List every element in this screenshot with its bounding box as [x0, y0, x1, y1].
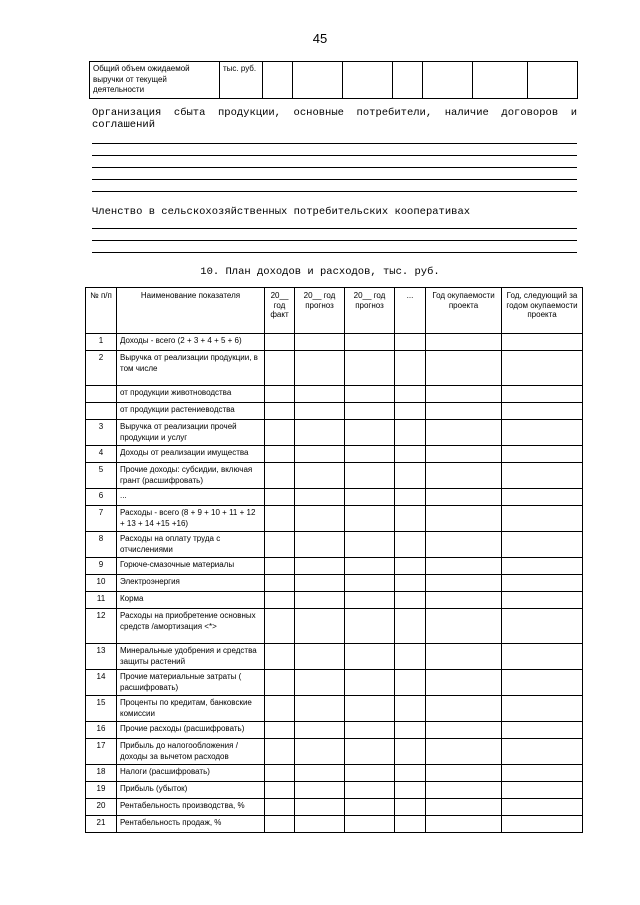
- value-cell: [295, 334, 345, 351]
- value-cell: [345, 670, 395, 696]
- value-cell: [345, 558, 395, 575]
- value-cell: [295, 463, 345, 489]
- value-cell: [426, 558, 502, 575]
- row-number: [86, 403, 117, 420]
- value-cell: [395, 739, 426, 765]
- value-cell: [426, 506, 502, 532]
- header-cell: № п/п: [86, 288, 117, 334]
- table-row: [86, 816, 583, 833]
- row-number: 5: [86, 463, 117, 489]
- value-cell: [395, 334, 426, 351]
- value-cell: [426, 463, 502, 489]
- row-number: 11: [86, 592, 117, 609]
- fill-line: [92, 240, 577, 241]
- value-cell: [395, 351, 426, 386]
- indicator-name: Выручка от реализации продукции, в том числе: [117, 351, 265, 386]
- table-row: [90, 62, 578, 99]
- indicator-name: Доходы - всего (2 + 3 + 4 + 5 + 6): [117, 334, 265, 351]
- value-cell: [295, 722, 345, 739]
- value-cell: [502, 463, 583, 489]
- value-cell: [265, 489, 295, 506]
- table-row: [86, 696, 583, 722]
- value-cell: [345, 575, 395, 592]
- value-cell: [265, 670, 295, 696]
- value-cell: [502, 670, 583, 696]
- table-row: [86, 609, 583, 644]
- value-cell: [426, 351, 502, 386]
- table-row: [86, 403, 583, 420]
- table-row: [86, 334, 583, 351]
- empty-cell: [528, 62, 578, 99]
- row-number: 15: [86, 696, 117, 722]
- row-number: 4: [86, 446, 117, 463]
- value-cell: [502, 575, 583, 592]
- value-cell: [265, 644, 295, 670]
- value-cell: [395, 592, 426, 609]
- value-cell: [426, 670, 502, 696]
- row-number: 8: [86, 532, 117, 558]
- value-cell: [426, 722, 502, 739]
- value-cell: [395, 506, 426, 532]
- value-cell: [426, 403, 502, 420]
- header-cell: ...: [395, 288, 426, 334]
- value-cell: [345, 696, 395, 722]
- value-cell: [395, 782, 426, 799]
- fill-line: [92, 179, 577, 180]
- indicator-name: Электроэнергия: [117, 575, 265, 592]
- value-cell: [395, 420, 426, 446]
- table-row: [86, 575, 583, 592]
- header-cell: 20__ год прогноз: [345, 288, 395, 334]
- value-cell: [345, 489, 395, 506]
- indicator-name: ...: [117, 489, 265, 506]
- value-cell: [295, 782, 345, 799]
- value-cell: [345, 799, 395, 816]
- value-cell: [426, 696, 502, 722]
- value-cell: [345, 722, 395, 739]
- value-cell: [426, 592, 502, 609]
- row-number: 3: [86, 420, 117, 446]
- row-number: 14: [86, 670, 117, 696]
- row-number: 6: [86, 489, 117, 506]
- indicator-name: Налоги (расшифровать): [117, 765, 265, 782]
- row-number: 2: [86, 351, 117, 386]
- indicator-name: Проценты по кредитам, банковские комиссии: [117, 696, 265, 722]
- table-row: [86, 644, 583, 670]
- value-cell: [426, 765, 502, 782]
- fill-line: [92, 167, 577, 168]
- empty-cell: [423, 62, 473, 99]
- row-number: 1: [86, 334, 117, 351]
- row-number: 20: [86, 799, 117, 816]
- value-cell: [345, 403, 395, 420]
- value-cell: [426, 420, 502, 446]
- indicator-name: Рентабельность продаж, %: [117, 816, 265, 833]
- indicator-name: Минеральные удобрения и средства защиты растений: [117, 644, 265, 670]
- value-cell: [295, 558, 345, 575]
- indicator-name: Прочие материальные затраты ( расшифровать): [117, 670, 265, 696]
- table-row: [86, 506, 583, 532]
- row-number: 21: [86, 816, 117, 833]
- value-cell: [345, 334, 395, 351]
- value-cell: [265, 532, 295, 558]
- value-cell: [426, 644, 502, 670]
- value-cell: [395, 489, 426, 506]
- value-cell: [265, 739, 295, 765]
- indicator-name: от продукции животноводства: [117, 386, 265, 403]
- value-cell: [265, 446, 295, 463]
- row-number: 19: [86, 782, 117, 799]
- row-number: 7: [86, 506, 117, 532]
- header-cell: 20__ год факт: [265, 288, 295, 334]
- value-cell: [502, 799, 583, 816]
- value-cell: [265, 799, 295, 816]
- value-cell: [295, 799, 345, 816]
- value-cell: [265, 609, 295, 644]
- row-number: 18: [86, 765, 117, 782]
- indicator-name: Выручка от реализации прочей продукции и услуг: [117, 420, 265, 446]
- value-cell: [395, 463, 426, 489]
- value-cell: [345, 592, 395, 609]
- empty-cell: [263, 62, 293, 99]
- value-cell: [395, 403, 426, 420]
- value-cell: [295, 739, 345, 765]
- value-cell: [502, 386, 583, 403]
- value-cell: [502, 782, 583, 799]
- value-cell: [502, 609, 583, 644]
- fill-line: [92, 155, 577, 156]
- value-cell: [426, 386, 502, 403]
- value-cell: [502, 351, 583, 386]
- value-cell: [395, 722, 426, 739]
- value-cell: [345, 739, 395, 765]
- value-cell: [295, 506, 345, 532]
- value-cell: [395, 609, 426, 644]
- fill-line: [92, 228, 577, 229]
- value-cell: [295, 351, 345, 386]
- table-row: [86, 463, 583, 489]
- plan-title: 10. План доходов и расходов, тыс. руб.: [200, 266, 440, 278]
- value-cell: [345, 816, 395, 833]
- value-cell: [265, 334, 295, 351]
- value-cell: [345, 532, 395, 558]
- expected-revenue-unit: тыс. руб.: [220, 62, 263, 99]
- value-cell: [265, 506, 295, 532]
- value-cell: [265, 558, 295, 575]
- row-number: 10: [86, 575, 117, 592]
- value-cell: [345, 765, 395, 782]
- value-cell: [502, 644, 583, 670]
- table-row: [86, 592, 583, 609]
- value-cell: [295, 765, 345, 782]
- value-cell: [395, 446, 426, 463]
- table-row: [86, 532, 583, 558]
- value-cell: [395, 532, 426, 558]
- page-number: 45: [312, 31, 328, 46]
- indicator-name: Прочие доходы: субсидии, включая грант (расшифровать): [117, 463, 265, 489]
- indicator-name: Прибыль (убыток): [117, 782, 265, 799]
- value-cell: [502, 334, 583, 351]
- table-row: [86, 351, 583, 386]
- value-cell: [426, 609, 502, 644]
- indicator-name: Горюче-смазочные материалы: [117, 558, 265, 575]
- value-cell: [295, 420, 345, 446]
- indicator-name: Доходы от реализации имущества: [117, 446, 265, 463]
- value-cell: [345, 420, 395, 446]
- value-cell: [426, 739, 502, 765]
- value-cell: [426, 532, 502, 558]
- value-cell: [395, 670, 426, 696]
- indicator-name: Расходы - всего (8 + 9 + 10 + 11 + 12 + 13 + 14 +15 +16): [117, 506, 265, 532]
- value-cell: [502, 558, 583, 575]
- value-cell: [502, 765, 583, 782]
- value-cell: [295, 403, 345, 420]
- value-cell: [395, 816, 426, 833]
- value-cell: [265, 696, 295, 722]
- value-cell: [345, 506, 395, 532]
- value-cell: [295, 644, 345, 670]
- value-cell: [502, 420, 583, 446]
- value-cell: [265, 386, 295, 403]
- row-number: 12: [86, 609, 117, 644]
- cooperative-membership-label: Членство в сельскохозяйственных потребительских кооперативах: [92, 206, 471, 218]
- table-row: [86, 722, 583, 739]
- value-cell: [265, 420, 295, 446]
- value-cell: [345, 351, 395, 386]
- indicator-name: Прочие расходы (расшифровать): [117, 722, 265, 739]
- header-cell: Год, следующий за годом окупаемости проекта: [502, 288, 583, 334]
- table-row: [86, 739, 583, 765]
- value-cell: [295, 816, 345, 833]
- fill-line: [92, 191, 577, 192]
- value-cell: [395, 558, 426, 575]
- header-cell: Наименование показателя: [117, 288, 265, 334]
- value-cell: [345, 644, 395, 670]
- value-cell: [395, 644, 426, 670]
- value-cell: [345, 386, 395, 403]
- value-cell: [265, 592, 295, 609]
- value-cell: [345, 446, 395, 463]
- row-number: 17: [86, 739, 117, 765]
- value-cell: [395, 575, 426, 592]
- row-number: 16: [86, 722, 117, 739]
- table-row: [86, 386, 583, 403]
- value-cell: [395, 765, 426, 782]
- value-cell: [395, 386, 426, 403]
- expected-revenue-label: Общий объем ожидаемой выручки от текущей деятельности: [90, 62, 220, 99]
- table-row: [86, 446, 583, 463]
- value-cell: [265, 782, 295, 799]
- value-cell: [265, 722, 295, 739]
- indicator-name: от продукции растениеводства: [117, 403, 265, 420]
- value-cell: [426, 489, 502, 506]
- value-cell: [426, 575, 502, 592]
- value-cell: [265, 463, 295, 489]
- value-cell: [265, 351, 295, 386]
- value-cell: [426, 334, 502, 351]
- table-row: [86, 782, 583, 799]
- value-cell: [502, 489, 583, 506]
- value-cell: [265, 765, 295, 782]
- value-cell: [295, 575, 345, 592]
- table-row: [86, 670, 583, 696]
- value-cell: [295, 592, 345, 609]
- table-row: [86, 489, 583, 506]
- value-cell: [502, 696, 583, 722]
- sales-organization-label: Организация сбыта продукции, основные потребители, наличие договоров и соглашений: [92, 107, 577, 131]
- header-cell: Год окупаемости проекта: [426, 288, 502, 334]
- value-cell: [426, 799, 502, 816]
- table-row: [86, 558, 583, 575]
- empty-cell: [473, 62, 528, 99]
- row-number: 9: [86, 558, 117, 575]
- value-cell: [295, 696, 345, 722]
- header-cell: 20__ год прогноз: [295, 288, 345, 334]
- value-cell: [426, 446, 502, 463]
- value-cell: [502, 816, 583, 833]
- value-cell: [295, 532, 345, 558]
- fill-line: [92, 143, 577, 144]
- value-cell: [502, 739, 583, 765]
- indicator-name: Рентабельность производства, %: [117, 799, 265, 816]
- value-cell: [295, 489, 345, 506]
- income-expense-plan-table: [85, 287, 583, 833]
- indicator-name: Расходы на приобретение основных средств /амортизация <*>: [117, 609, 265, 644]
- value-cell: [345, 609, 395, 644]
- indicator-name: Прибыль до налогообложения / доходы за вычетом расходов: [117, 739, 265, 765]
- value-cell: [502, 403, 583, 420]
- indicator-name: Расходы на оплату труда с отчислениями: [117, 532, 265, 558]
- empty-cell: [293, 62, 343, 99]
- value-cell: [426, 816, 502, 833]
- value-cell: [265, 575, 295, 592]
- value-cell: [502, 532, 583, 558]
- value-cell: [502, 446, 583, 463]
- value-cell: [395, 696, 426, 722]
- value-cell: [295, 609, 345, 644]
- row-number: [86, 386, 117, 403]
- value-cell: [426, 782, 502, 799]
- value-cell: [345, 782, 395, 799]
- value-cell: [502, 722, 583, 739]
- value-cell: [502, 592, 583, 609]
- value-cell: [265, 816, 295, 833]
- table-row: [86, 765, 583, 782]
- value-cell: [295, 386, 345, 403]
- empty-cell: [343, 62, 393, 99]
- value-cell: [345, 463, 395, 489]
- row-number: 13: [86, 644, 117, 670]
- value-cell: [295, 446, 345, 463]
- fill-line: [92, 252, 577, 253]
- table-row: [86, 799, 583, 816]
- indicator-name: Корма: [117, 592, 265, 609]
- empty-cell: [393, 62, 423, 99]
- value-cell: [265, 403, 295, 420]
- table-header-row: [86, 288, 583, 334]
- value-cell: [502, 506, 583, 532]
- value-cell: [295, 670, 345, 696]
- expected-revenue-table: [89, 61, 578, 99]
- value-cell: [395, 799, 426, 816]
- table-row: [86, 420, 583, 446]
